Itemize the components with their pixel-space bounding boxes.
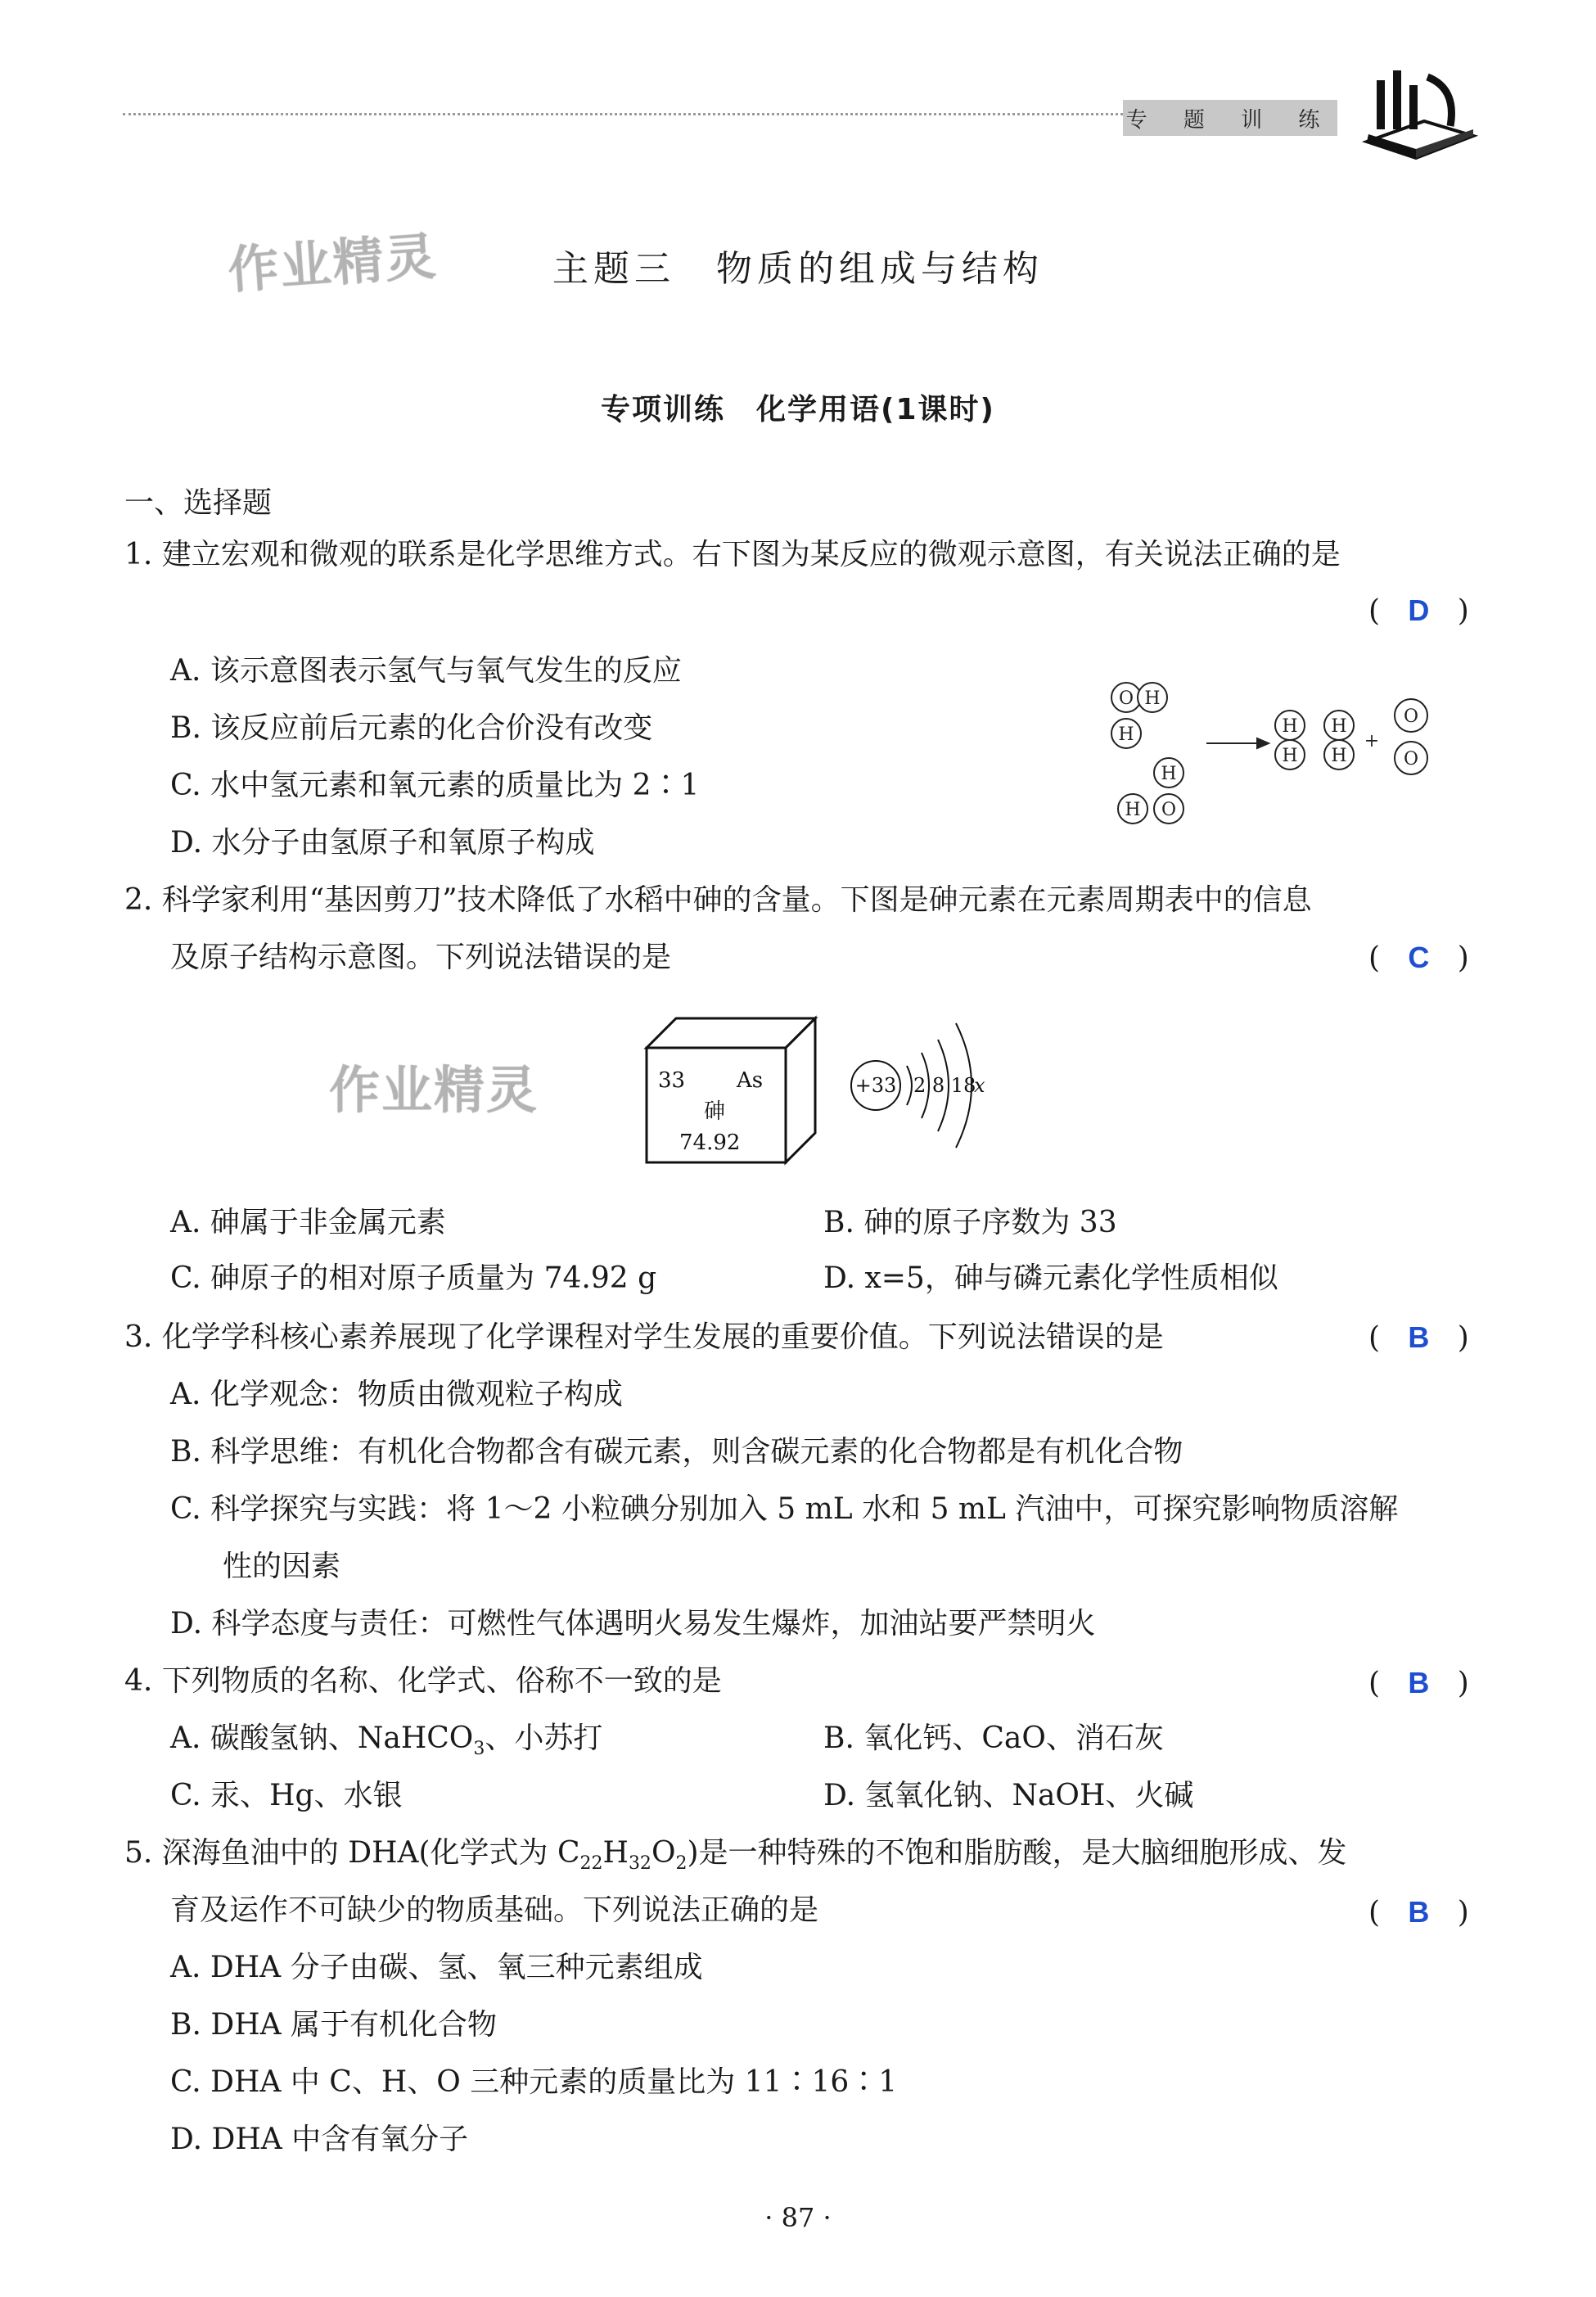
question-3-option-c-continued: 性的因素	[223, 1550, 341, 1583]
question-5-option-d: D. DHA 中含有氧分子	[170, 2123, 469, 2156]
question-4-stem: 4. 下列物质的名称、化学式、俗称不一致的是	[124, 1664, 722, 1698]
question-4-answer: ( B )	[1368, 1666, 1469, 1700]
question-1-answer: ( D )	[1368, 593, 1469, 628]
question-2-option-b: B. 砷的原子序数为 33	[823, 1206, 1117, 1239]
question-5-option-b: B. DHA 属于有机化合物	[170, 2008, 498, 2042]
svg-text:x: x	[974, 1074, 985, 1097]
svg-text:H: H	[1331, 746, 1347, 766]
page-title: 主题三 物质的组成与结构	[552, 248, 1044, 290]
question-5-option-a: A. DHA 分子由碳、氢、氧三种元素组成	[170, 1951, 703, 1984]
answer-letter: C	[1408, 941, 1430, 974]
svg-text:2 8 18: 2 8 18	[913, 1074, 976, 1097]
svg-text:H: H	[1282, 716, 1298, 737]
svg-text:H: H	[1161, 764, 1177, 784]
svg-text:H: H	[1125, 800, 1141, 820]
atomic-structure-diagram	[843, 1007, 1007, 1171]
question-5-stem-line1: 5. 深海鱼油中的 DHA(化学式为 $C_{22}H_{32}O_2$)是一种特殊的不饱和脂肪酸，是大脑细胞形成、发	[124, 1836, 1347, 1875]
question-3-option-a: A. 化学观念：物质由微观粒子构成	[170, 1378, 623, 1411]
header-dotted-rule	[123, 113, 1123, 124]
svg-text:O: O	[1161, 800, 1177, 820]
question-4-option-d: D. 氢氧化钠、NaOH、火碱	[823, 1779, 1194, 1812]
svg-text:砷: 砷	[704, 1099, 726, 1124]
periodic-table-cell	[638, 1007, 818, 1171]
answer-letter: B	[1408, 1666, 1430, 1699]
svg-text:H: H	[1118, 724, 1134, 745]
question-1-stem: 1. 建立宏观和微观的联系是化学思维方式。右下图为某反应的微观示意图，有关说法正确的是	[124, 538, 1341, 571]
svg-text:O: O	[1118, 688, 1134, 709]
question-2-stem-line2: 及原子结构示意图。下列说法错误的是	[170, 941, 672, 974]
svg-text:As: As	[737, 1068, 764, 1093]
question-3-answer: ( B )	[1368, 1320, 1469, 1355]
answer-letter: B	[1408, 1895, 1430, 1929]
question-3-option-d: D. 科学态度与责任：可燃性气体遇明火易发生爆炸，加油站要严禁明火	[170, 1607, 1096, 1640]
page-number: · 87 ·	[764, 2202, 832, 2233]
svg-text:H: H	[1331, 716, 1347, 737]
question-1-option-d: D. 水分子由氢原子和氧原子构成	[170, 826, 595, 860]
question-2-option-a: A. 砷属于非金属元素	[170, 1206, 446, 1239]
question-2-option-c: C. 砷原子的相对原子质量为 74.92 g	[170, 1261, 657, 1295]
question-4-option-b: B. 氧化钙、CaO、消石灰	[823, 1722, 1164, 1755]
question-4-option-a: A. 碳酸氢钠、NaHCO$_3$、小苏打	[170, 1722, 603, 1760]
header-section-tag: 专 题 训 练	[1123, 100, 1337, 136]
question-1-option-c: C. 水中氢元素和氧元素的质量比为 2∶1	[170, 769, 700, 802]
page-subtitle: 专项训练 化学用语(1课时)	[601, 393, 995, 426]
svg-text:74.92: 74.92	[679, 1130, 741, 1155]
reaction-micro-diagram	[1097, 673, 1457, 837]
svg-text:33: 33	[658, 1068, 686, 1093]
question-5-answer: ( B )	[1368, 1895, 1469, 1929]
question-3-stem: 3. 化学学科核心素养展现了化学课程对学生发展的重要价值。下列说法错误的是	[124, 1320, 1164, 1354]
svg-text:+33: +33	[854, 1074, 897, 1097]
question-3-option-b: B. 科学思维：有机化合物都含有碳元素，则含碳元素的化合物都是有机化合物	[170, 1435, 1183, 1469]
answer-letter: B	[1408, 1320, 1430, 1354]
svg-text:H: H	[1282, 746, 1298, 766]
svg-text:+: +	[1364, 731, 1380, 751]
question-3-option-c: C. 科学探究与实践：将 1～2 小粒碘分别加入 5 mL 水和 5 mL 汽油中，可探究影响物质溶解	[170, 1492, 1399, 1526]
question-4-option-c: C. 汞、Hg、水银	[170, 1779, 403, 1812]
watermark: 作业精灵	[226, 226, 440, 300]
svg-text:O: O	[1403, 706, 1419, 727]
question-1-option-b: B. 该反应前后元素的化合价没有改变	[170, 711, 653, 745]
question-2-answer: ( C )	[1368, 941, 1469, 975]
question-5-option-c: C. DHA 中 C、H、O 三种元素的质量比为 11∶16∶1	[170, 2065, 898, 2099]
question-2-option-d: D. x=5，砷与磷元素化学性质相似	[823, 1261, 1278, 1295]
watermark: 作业精灵	[329, 1060, 539, 1120]
question-5-stem-line2: 育及运作不可缺少的物质基础。下列说法正确的是	[170, 1893, 819, 1927]
book-logo-icon	[1359, 64, 1481, 162]
question-1-option-a: A. 该示意图表示氢气与氧气发生的反应	[170, 654, 682, 688]
svg-text:H: H	[1144, 688, 1161, 709]
answer-letter: D	[1408, 593, 1430, 627]
svg-text:O: O	[1403, 749, 1419, 769]
question-2-stem-line1: 2. 科学家利用“基因剪刀”技术降低了水稻中砷的含量。下图是砷元素在元素周期表中的信息	[124, 883, 1312, 917]
section-heading: 一、选择题	[124, 486, 273, 520]
